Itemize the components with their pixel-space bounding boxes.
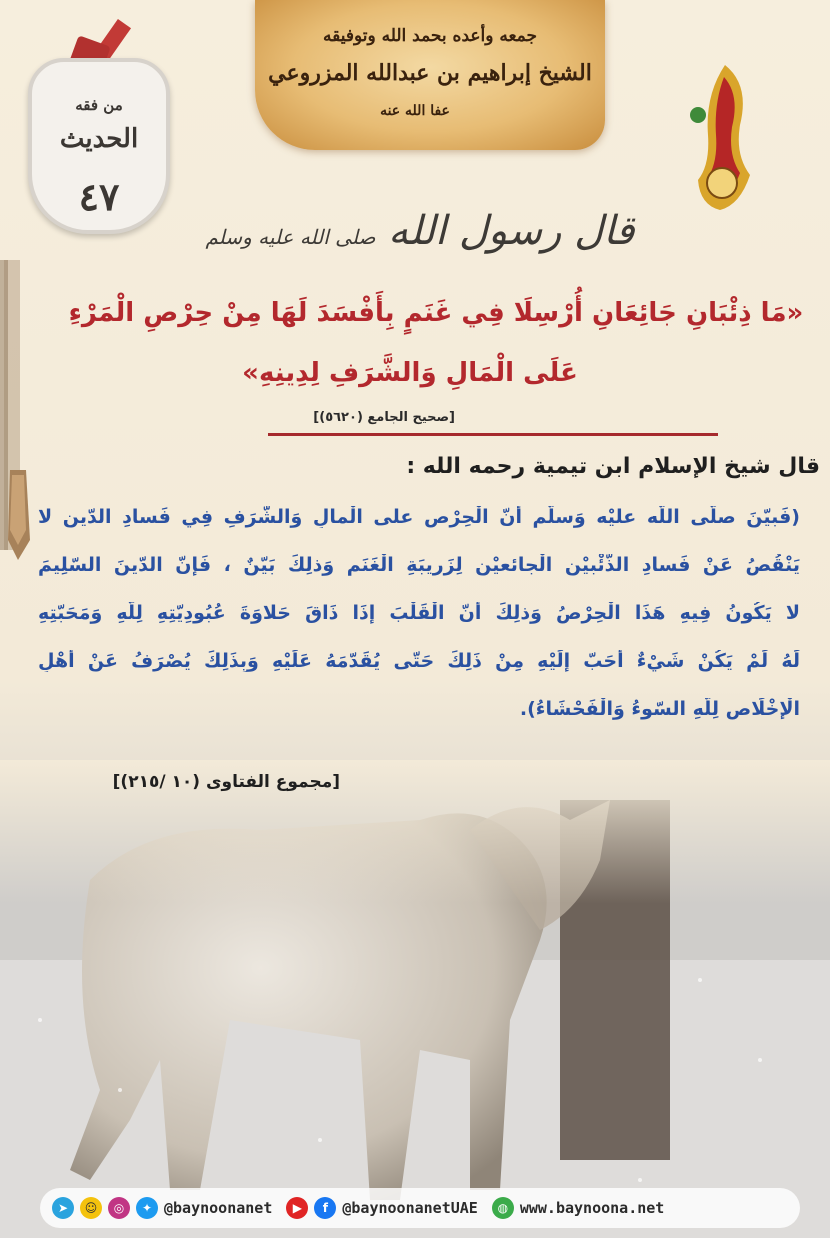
header-parchment [255, 0, 605, 150]
commentary-reference: [مجموع الفتاوى (١٠ /٢١٥)] [112, 772, 340, 792]
hadith-line-1: «مَا ذِئْبَانِ جَائِعَانِ أُرْسِلَا فِي غَنَمٍ بِأَفْسَدَ لَهَا مِنْ حِرْصِ الْمَرْءِ [68, 298, 804, 328]
compiled-by-text: جمعه وأعده بحمد الله وتوفيقه [322, 26, 538, 46]
commentary-line: (فَبيّنَ صلّى اللّه عليْه وَسلّم أنّ الْحِرْص على الْمالِ وَالشّرَفِ فِي فَسادِ الدّينِ لا [38, 506, 800, 528]
wolf-photo [0, 760, 830, 1238]
commentary-intro: قال شيخ الإسلام ابن تيمية رحمه الله : [406, 454, 820, 479]
title [200, 208, 640, 254]
series-prefix: من فقه [75, 96, 123, 114]
uae-handle[interactable]: @baynoonanetUAE [342, 1199, 478, 1217]
commentary-line: الْإِخْلَاصِ لِلّهِ السّوءُ وَالْفَحْشَاءُ). [519, 698, 800, 720]
scroll-quill-decoration [0, 260, 42, 560]
title-salutation: صلى الله عليه وسلم [205, 225, 376, 249]
twitter-icon[interactable]: ✦ [136, 1197, 158, 1219]
globe-icon[interactable]: ◍ [492, 1197, 514, 1219]
hadith-source: [صحيح الجامع (٥٦٢٠)] [313, 410, 455, 425]
tag-body [28, 58, 170, 234]
commentary-line: لَهُ لَمْ يَكُنْ شَيْءٌ أَحَبّ إلَيْهِ مِنْ ذَلِكَ حَتّى يُقَدّمَهُ عَلَيْهِ وَبِذَلِكَ يُصْرَفُ عَنْ أَهْلِ [38, 650, 800, 672]
footer-social-bar [40, 1188, 800, 1228]
episode-number: ٤٧ [78, 174, 120, 219]
facebook-icon[interactable]: f [314, 1197, 336, 1219]
commentary-line: يَنْقُصُ عَنْ فَسادِ الذّئْبيْنِ الْجائعيْنِ لِزَرِيبَةِ الْغَنَمِ وَذلِكَ بَيّنٌ ، فَإِنّ الدّينَ السّلِيمَ [38, 554, 800, 576]
hadith-line-2: عَلَى الْمَالِ وَالشَّرَفِ لِدِينِهِ» [242, 358, 578, 388]
instagram-icon[interactable]: ◎ [108, 1197, 130, 1219]
social-handle[interactable]: @baynoonanet [164, 1199, 273, 1217]
snapchat-icon[interactable]: ☺ [80, 1197, 102, 1219]
youtube-icon[interactable]: ▶ [286, 1197, 308, 1219]
website-link[interactable]: www.baynoona.net [519, 1199, 665, 1217]
author-dua: عفا الله عنه [380, 103, 450, 119]
baynoona-logo [680, 55, 770, 215]
series-name: الحديث [59, 124, 139, 154]
commentary-line: لا يَكُونُ فِيهِ هَذَا الْحِرْصُ وَذلِكَ أَنّ الْقَلْبَ إذَا ذَاقَ حَلاوَةَ عُبُودِيّتِهِ لِلّهِ وَمَحَبّتِهِ [38, 602, 800, 624]
telegram-icon[interactable]: ➤ [52, 1197, 74, 1219]
divider-line [268, 433, 718, 436]
title-main: قال رسول الله [388, 208, 635, 254]
author-name: الشيخ إبراهيم بن عبدالله المزروعي [268, 60, 592, 86]
series-tag [20, 40, 170, 230]
